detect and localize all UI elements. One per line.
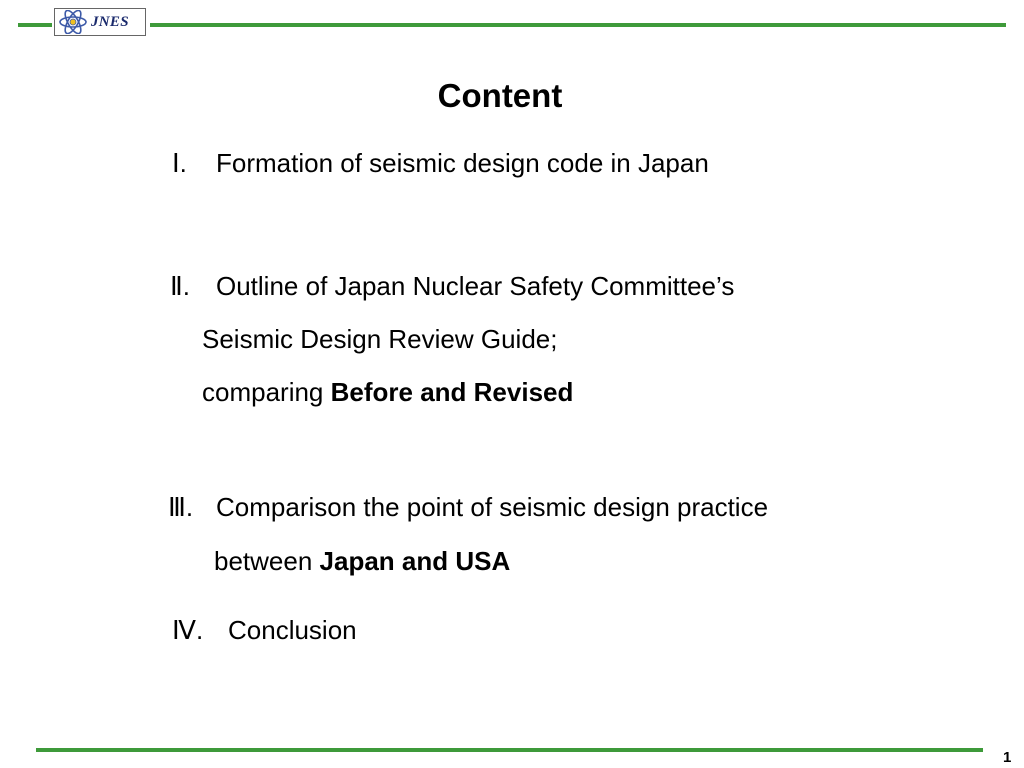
page-number: 1 (1003, 749, 1012, 766)
content-item-2-line-3 (202, 377, 573, 407)
header-rule-left (18, 23, 52, 27)
item-2-numeral: Ⅱ. (170, 271, 191, 301)
item-1-text: Formation of seismic design code in Japan (216, 148, 709, 178)
content-item-4 (172, 615, 357, 645)
item-3-numeral: Ⅲ. (168, 492, 194, 522)
item-2-text-line-1: Outline of Japan Nuclear Safety Committee’s (216, 271, 735, 301)
atom-logo-icon (58, 10, 88, 34)
item-2-text-line-3-bold: Before and Revised (330, 377, 574, 407)
content-item-2-line-1 (170, 271, 734, 301)
footer-rule (36, 748, 983, 752)
item-3-text-line-2-bold: Japan and USA (319, 546, 511, 576)
item-3-text-line-1: Comparison the point of seismic design practice (216, 492, 769, 522)
logo-text: JNES (91, 13, 129, 30)
jnes-logo (54, 8, 146, 36)
header-rule-right (150, 23, 1006, 27)
item-3-text-line-2-prefix: between (214, 546, 320, 576)
page-title: Content (437, 77, 563, 114)
item-2-text-line-3-prefix: comparing (202, 377, 331, 407)
item-2-text-line-2: Seismic Design Review Guide; (202, 324, 558, 354)
content-item-1 (172, 148, 709, 178)
item-4-numeral: Ⅳ. (172, 615, 204, 645)
item-1-numeral: Ⅰ. (172, 148, 187, 178)
content-item-3-line-2 (214, 546, 510, 576)
content-item-3-line-1 (168, 492, 768, 522)
item-4-text: Conclusion (228, 615, 357, 645)
